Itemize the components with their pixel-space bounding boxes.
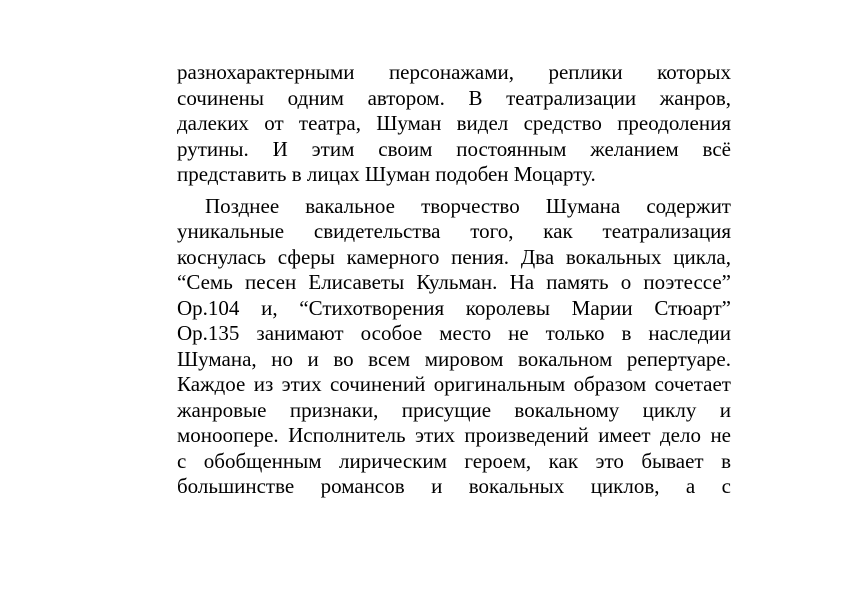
text-line: большинстве романсов и вокальных циклов, а с <box>177 474 731 498</box>
text-line: уникальные свидетельства того, как театрализация <box>177 219 731 243</box>
text-line: далеких от театра, Шуман видел средство преодоления <box>177 111 731 135</box>
text-line: рутины. И этим своим постоянным желанием всё <box>177 136 731 161</box>
text-line: Шумана, но и во всем мировом вокальном репертуаре. <box>177 346 731 371</box>
text-line: Позднее вакальное творчество Шумана содержит <box>205 193 731 218</box>
paragraph-2 <box>177 194 731 500</box>
text-line: Op.135 занимают особое место не только в наследии <box>177 321 731 345</box>
body-text <box>177 60 731 500</box>
paragraph-1 <box>177 60 731 188</box>
text-line: коснулась сферы камерного пения. Два вокальных цикла, <box>177 244 731 269</box>
text-line: с обобщенным лирическим героем, как это бывает в <box>177 448 731 473</box>
text-line: сочинены одним автором. В театрализации жанров, <box>177 85 731 110</box>
text-line: жанровые признаки, присущие вокальному циклу и <box>177 397 731 422</box>
text-line: Op.104 и, “Стихотворения королевы Марии Стюарт” <box>177 295 731 320</box>
text-line: разнохарактерными персонажами, реплики которых <box>177 60 731 84</box>
text-line: представить в лицах Шуман подобен Моцарту. <box>177 162 596 186</box>
text-line: моноопере. Исполнитель этих произведений имеет дело не <box>177 423 731 447</box>
text-line: Каждое из этих сочинений оригинальным образом сочетает <box>177 372 731 396</box>
text-line: “Семь песен Елисаветы Кульман. На память о поэтессе” <box>177 270 731 294</box>
